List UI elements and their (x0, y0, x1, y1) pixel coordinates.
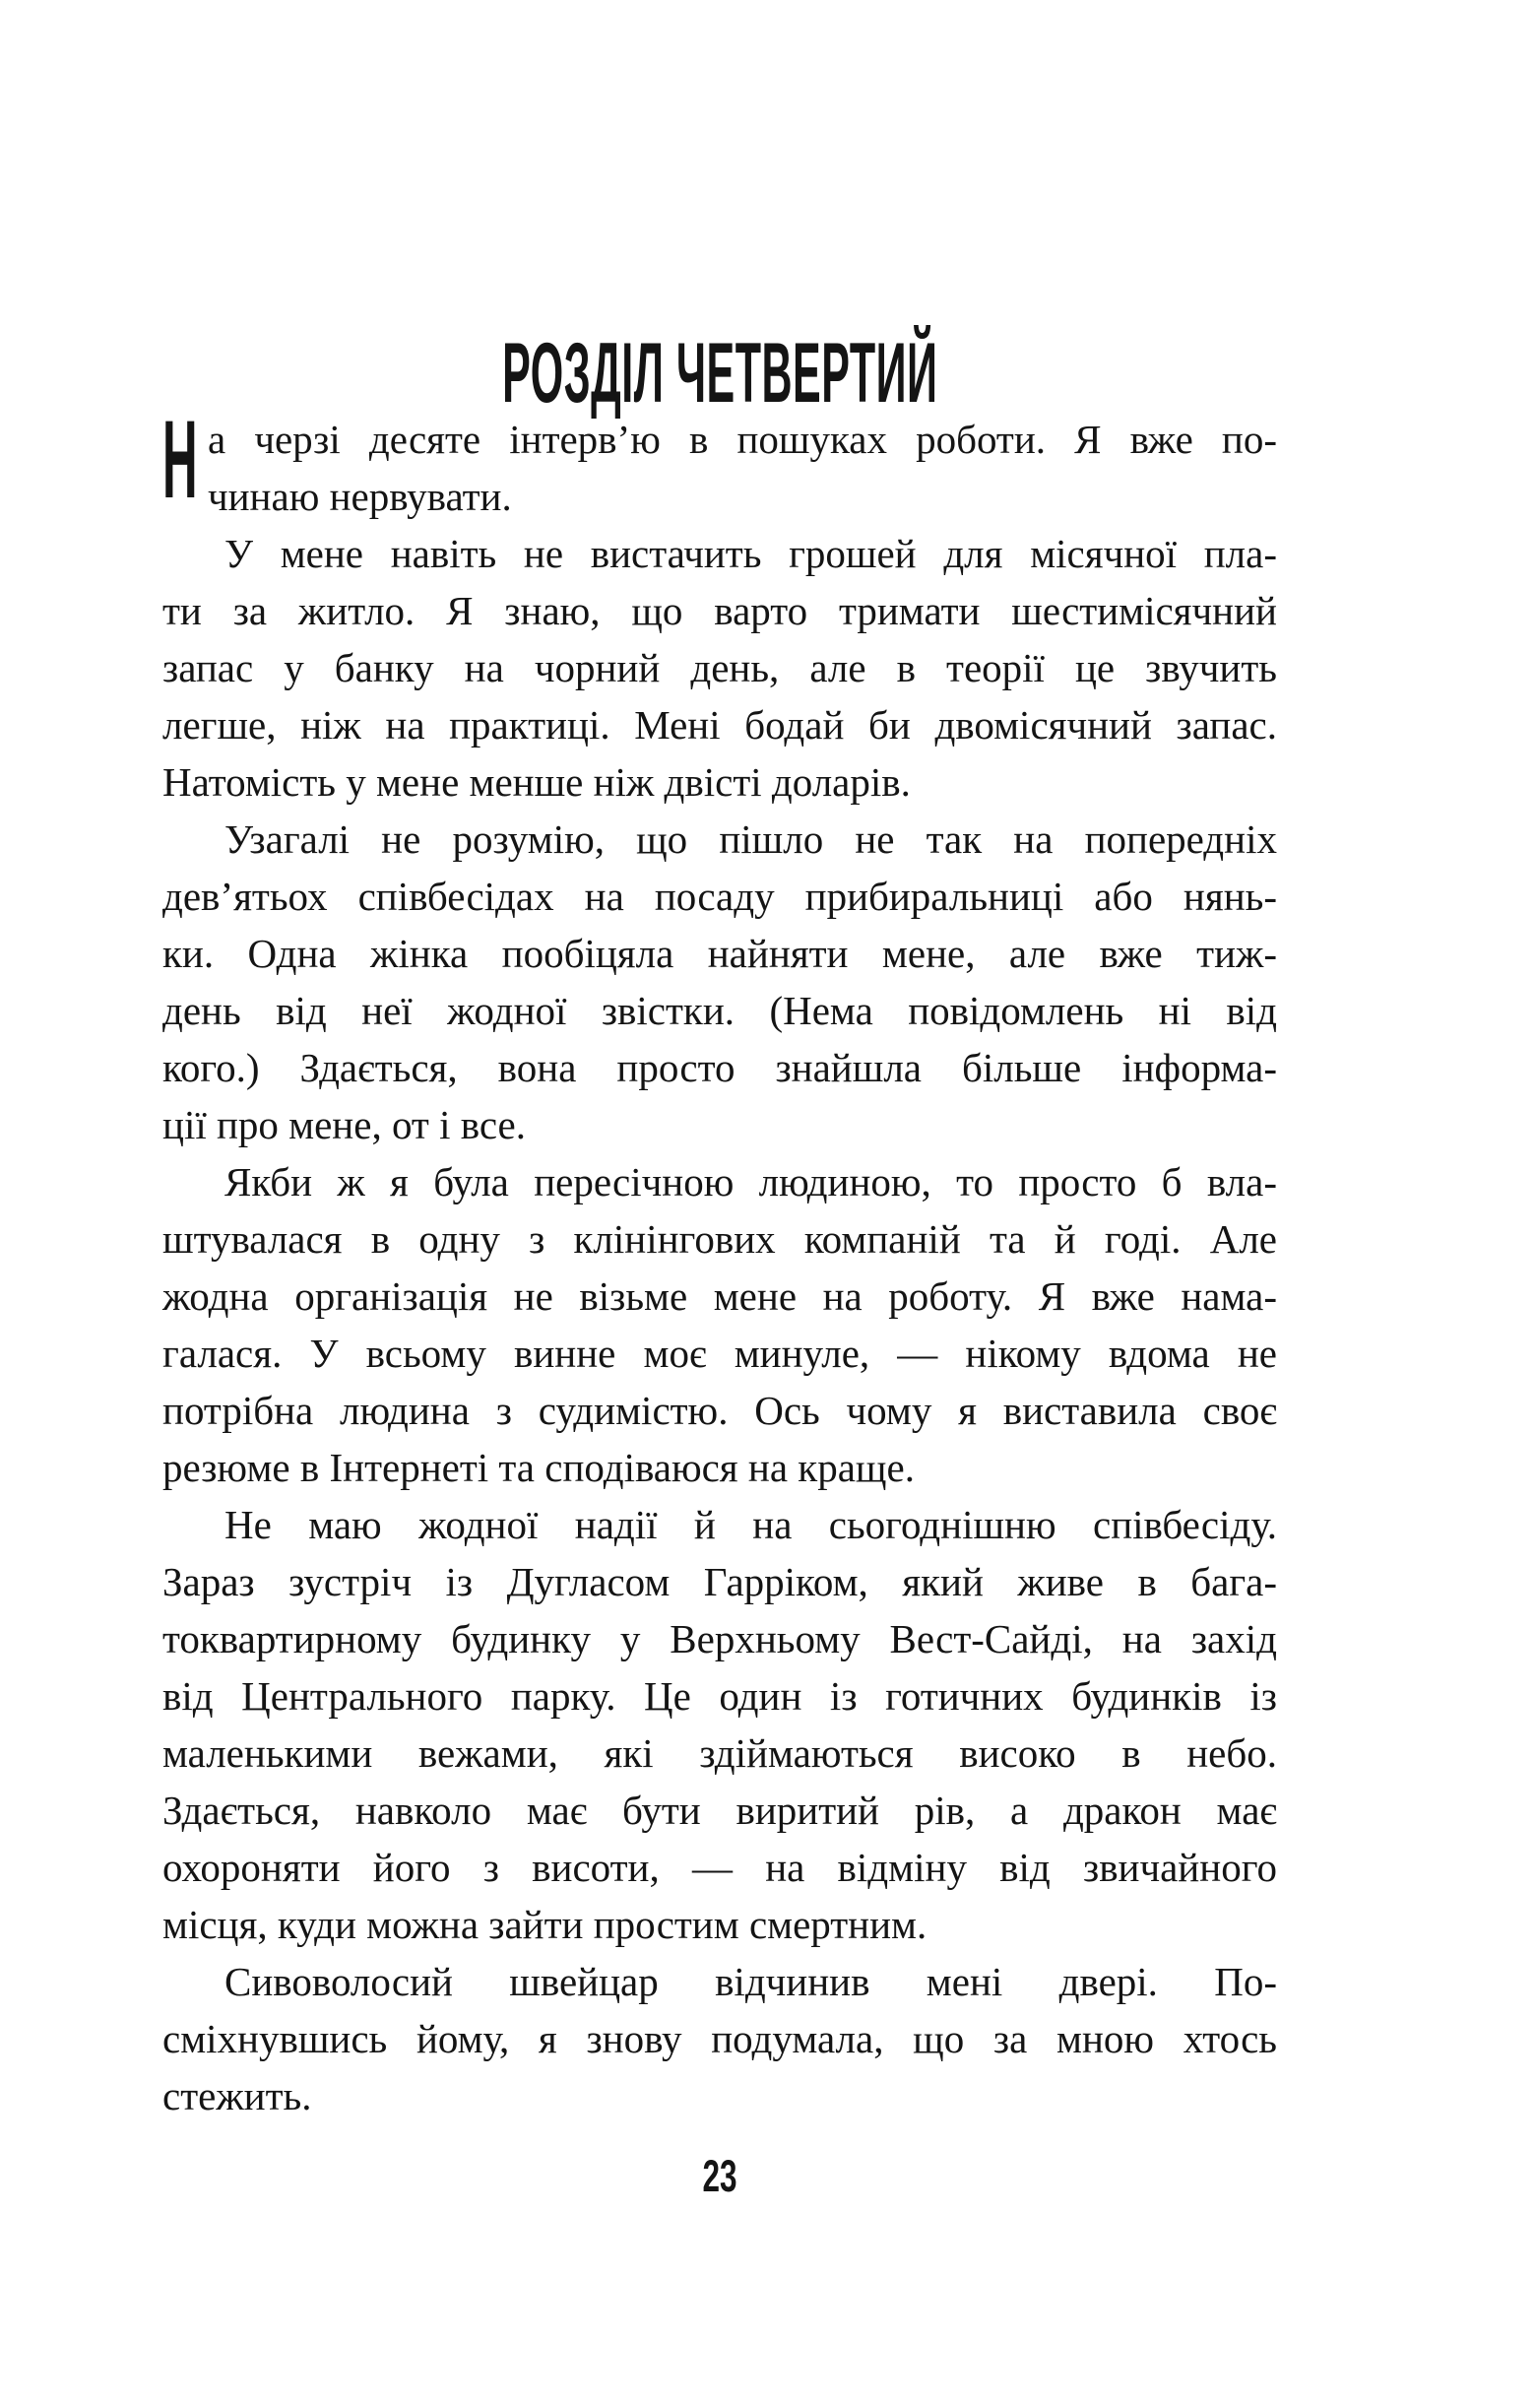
paragraph (162, 811, 1277, 1153)
paragraph (162, 398, 1277, 525)
text-line: стежить. (162, 2073, 312, 2118)
text-line: ції про мене, от і все. (162, 1102, 526, 1147)
text-line: Не маю жодної надії й на сьогоднішню співбесіду. (224, 1502, 1277, 1547)
text-line: кого.) Здається, вона просто знайшла більше інформа- (162, 1045, 1277, 1090)
text-line: від Центрального парку. Це один із готичних будинків із (162, 1673, 1277, 1719)
text-line: Сивоволосий швейцар відчинив мені двері. По- (224, 1959, 1277, 2004)
paragraph (162, 1153, 1277, 1496)
text-line: штувалася в одну з клінінгових компаній та й годі. Але (162, 1216, 1277, 1262)
chapter-title (162, 325, 1277, 421)
body-text (162, 398, 1277, 2124)
text-line: ти за житло. Я знаю, що варто тримати шестимісячний (162, 588, 1277, 633)
text-line: потрібна людина з судимістю. Ось чому я виставила своє (162, 1388, 1277, 1433)
text-line: легше, ніж на практиці. Мені бодай би двомісячний запас. (162, 702, 1277, 748)
text-line: Зараз зустріч із Дугласом Гарріком, який живе в бага- (162, 1559, 1277, 1604)
text-line: резюме в Інтернеті та сподіваюся на краще. (162, 1445, 915, 1490)
text-line: Натомість у мене менше ніж двісті доларів. (162, 759, 911, 805)
text-line: Здається, навколо має бути виритий рів, а дракон має (162, 1788, 1277, 1833)
text-line: чинаю нервувати. (208, 474, 512, 519)
page-number-text: 23 (702, 2151, 737, 2201)
text-line: маленькими вежами, які здіймаються високо в небо. (162, 1730, 1277, 1776)
text-line: сміхнувшись йому, я знову подумала, що за мною хтось (162, 2016, 1277, 2061)
text-line: У мене навіть не вистачить грошей для місячної пла- (224, 531, 1277, 576)
text-line: Якби ж я була пересічною людиною, то просто б вла- (224, 1159, 1277, 1204)
drop-cap-letter: Н (162, 398, 198, 521)
paragraph (162, 1496, 1277, 1953)
paragraph (162, 1953, 1277, 2124)
text-line: ки. Одна жінка пообіцяла найняти мене, але вже тиж- (162, 931, 1277, 976)
page-number (162, 2151, 1277, 2201)
text-line: охороняти його з висоти, — на відміну від звичайного (162, 1845, 1277, 1890)
text-line: токвартирному будинку у Верхньому Вест-Сайді, на захід (162, 1616, 1277, 1661)
text-line: жодна організація не візьме мене на роботу. Я вже нама- (162, 1273, 1277, 1319)
text-line: день від неї жодної звістки. (Нема повідомлень ні від (162, 988, 1277, 1033)
chapter-title-text: РОЗДІЛ ЧЕТВЕРТИЙ (501, 325, 938, 421)
text-line: а черзі десяте інтерв’ю в пошуках роботи. Я вже по- (208, 417, 1277, 462)
paragraph (162, 525, 1277, 811)
text-line: місця, куди можна зайти простим смертним. (162, 1902, 927, 1947)
text-line: галася. У всьому винне моє минуле, — нікому вдома не (162, 1331, 1277, 1376)
text-line: запас у банку на чорний день, але в теорії це звучить (162, 645, 1277, 690)
text-line: дев’ятьох співбесідах на посаду прибиральниці або нянь- (162, 874, 1277, 919)
text-line: Узагалі не розумію, що пішло не так на попередніх (224, 816, 1277, 862)
